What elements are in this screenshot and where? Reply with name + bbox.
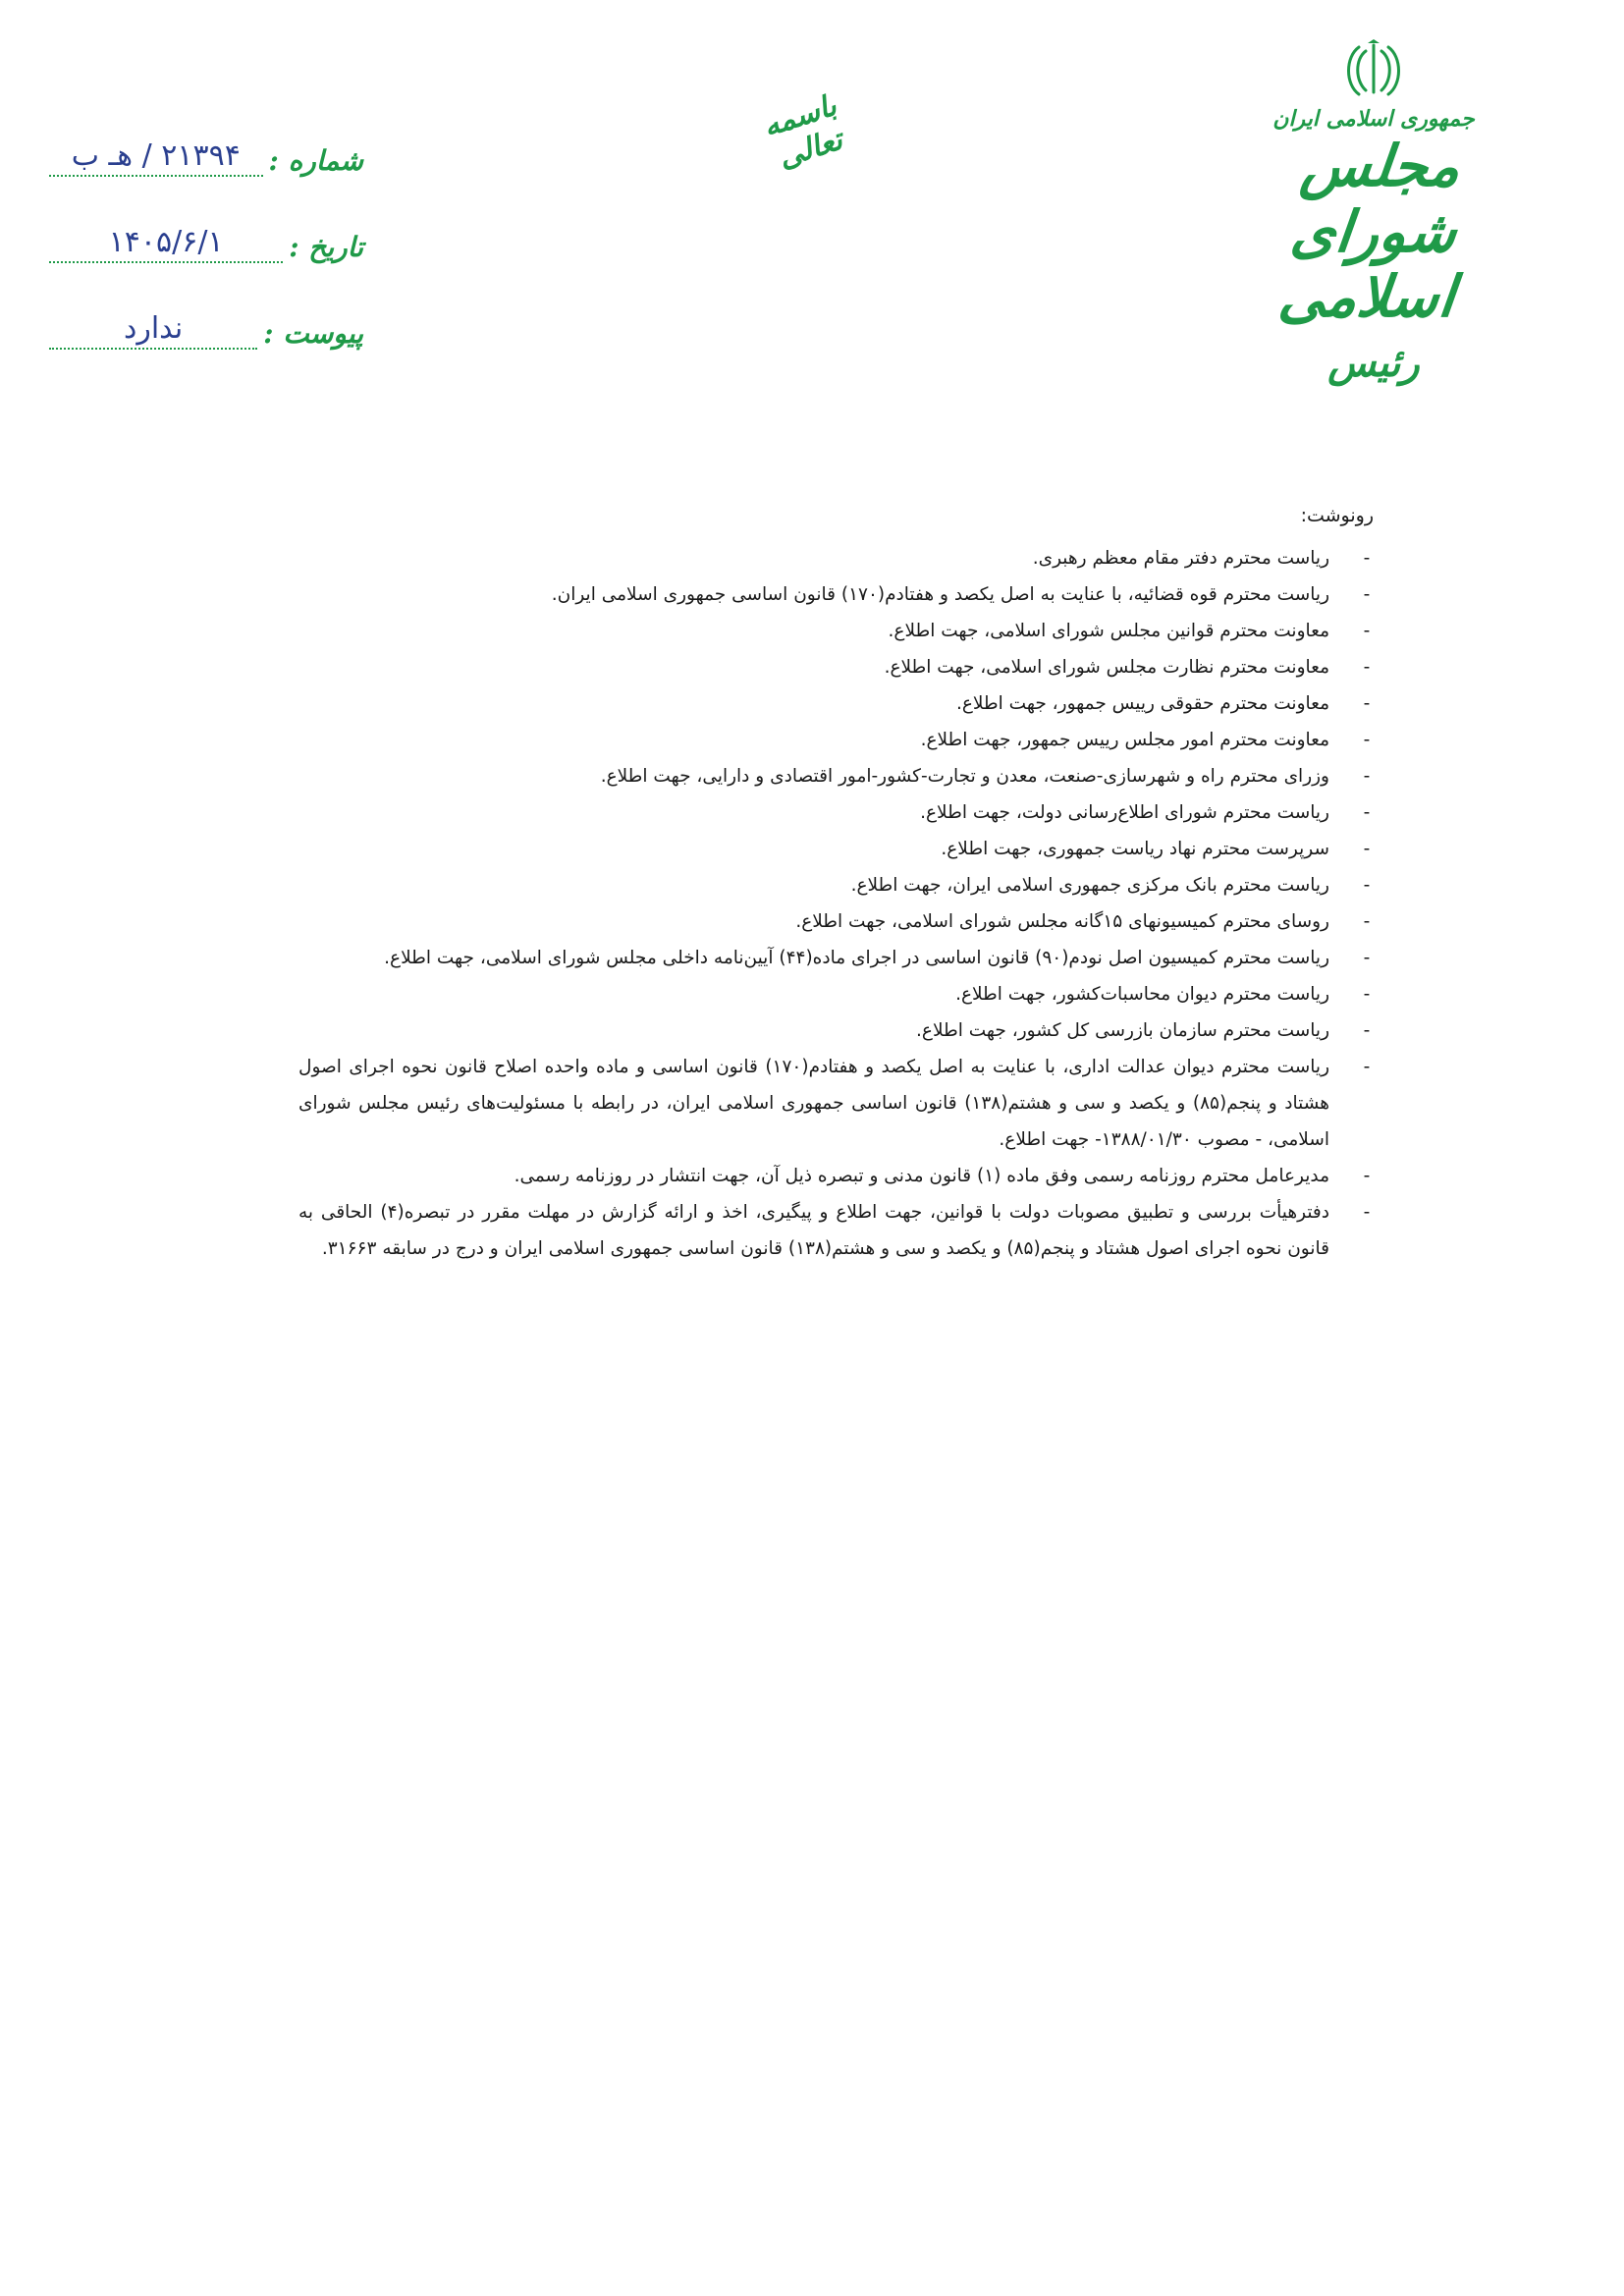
cc-item-text: ریاست محترم قوه قضائیه، با عنایت به اصل یکصد و هفتادم(۱۷۰) قانون اساسی جمهوری اسلامی ایران. (551, 584, 1329, 605)
cc-item-text: معاونت محترم نظارت مجلس شورای اسلامی، جهت اطلاع. (884, 657, 1329, 678)
parliament-title: مجلس شورای اسلامی (1275, 133, 1464, 331)
cc-item: - ریاست محترم شورای اطلاع‌رسانی دولت، جهت اطلاع. (920, 802, 1371, 823)
letterhead (1212, 39, 1536, 386)
cc-item: - معاونت محترم امور مجلس رییس جمهور، جهت اطلاع. (920, 730, 1371, 750)
cc-item: - ریاست محترم بانک مرکزی جمهوری اسلامی ایران، جهت اطلاع. (850, 875, 1371, 896)
cc-item: - ریاست محترم سازمان بازرسی کل کشور، جهت اطلاع. (916, 1020, 1371, 1041)
date-value: ۱۴۰۵/۶/۱ (108, 225, 224, 259)
cc-item: - معاونت محترم قوانین مجلس شورای اسلامی، جهت اطلاع. (888, 621, 1371, 641)
cc-title: رونوشت: (1300, 505, 1374, 526)
number-field (49, 116, 363, 177)
attachment-label: پیوست : (263, 317, 363, 350)
cc-item-text: وزرای محترم راه و شهرسازی-صنعت، معدن و تجارت-کشور-امور اقتصادی و دارایی، جهت اطلاع. (600, 766, 1329, 787)
cc-item-text: معاونت محترم حقوقی رییس جمهور، جهت اطلاع. (955, 693, 1329, 714)
cc-item-text: سرپرست محترم نهاد ریاست جمهوری، جهت اطلاع. (941, 839, 1329, 859)
cc-item: - دفترهیأت بررسی و تطبیق مصوبات دولت با قوانین، جهت اطلاع و پیگیری، اخذ و ارائه گزارش در مهلت مقرر در تبصره(۴) الحاقی به قانون نحوه اجرای اصول هشتاد و پنجم(۸۵) و یکصد و سی و هشتم(۱۳۸) قانون اساسی جمهوری اسلامی ایران و درج در سابقه ۳۱۶۶۳. (298, 1202, 1371, 1259)
cc-item-text: دفترهیأت بررسی و تطبیق مصوبات دولت با قوانین، جهت اطلاع و پیگیری، اخذ و ارائه گزارش در مهلت مقرر در تبصره(۴) الحاقی به قانون نحوه اجرای اصول هشتاد و پنجم(۸۵) و یکصد و سی و هشتم(۱۳۸) قانون اساسی جمهوری اسلامی ایران و درج در سابقه ۳۱۶۶۳. (298, 1202, 1329, 1259)
cc-item: - وزرای محترم راه و شهرسازی-صنعت، معدن و تجارت-کشور-امور اقتصادی و دارایی، جهت اطلاع. (600, 766, 1371, 787)
number-value-line (49, 130, 263, 177)
attachment-field (49, 289, 363, 350)
cc-item: - معاونت محترم نظارت مجلس شورای اسلامی، جهت اطلاع. (884, 657, 1371, 678)
number-label: شماره : (268, 144, 363, 177)
date-field (49, 202, 363, 263)
cc-item: - معاونت محترم حقوقی رییس جمهور، جهت اطلاع. (955, 693, 1371, 714)
cc-item-text: مدیرعامل محترم روزنامه رسمی وفق ماده (۱) قانون مدنی و تبصره ذیل آن، جهت انتشار در روزنامه رسمی. (514, 1166, 1329, 1186)
cc-item-text: ریاست محترم دفتر مقام معظم رهبری. (1032, 548, 1329, 569)
cc-item-text: ریاست محترم دیوان محاسبات‌کشور، جهت اطلاع. (955, 984, 1329, 1005)
cc-item-text: ریاست محترم دیوان عدالت اداری، با عنایت به اصل یکصد و هفتادم(۱۷۰) قانون اساسی و ماده واحده اصلاح قانون نحوه اجرای اصول هشتاد و پنجم(۸۵) و یکصد و سی و هشتم(۱۳۸) قانون اساسی جمهوری اسلامی ایران، در رابطه با مسئولیت‌های رئیس مجلس شورای اسلامی، - مصوب ۱۳۸۸/۰۱/۳۰- جهت اطلاع. (298, 1057, 1330, 1150)
cc-item: - ریاست محترم دیوان محاسبات‌کشور، جهت اطلاع. (955, 984, 1371, 1005)
cc-item: - روسای محترم کمیسیونهای ۱۵گانه مجلس شورای اسلامی، جهت اطلاع. (795, 911, 1371, 932)
speaker-title: رئیس (1327, 340, 1420, 387)
cc-item: - سرپرست محترم نهاد ریاست جمهوری، جهت اطلاع. (941, 839, 1371, 859)
republic-title: جمهوری اسلامی ایران (1272, 106, 1475, 132)
cc-item-text: معاونت محترم قوانین مجلس شورای اسلامی، جهت اطلاع. (888, 621, 1329, 641)
cc-item: - ریاست محترم دفتر مقام معظم رهبری. (1032, 548, 1371, 569)
number-value: ۲۱۳۹۴ / هـ ب (71, 138, 241, 173)
cc-item-text: ریاست محترم شورای اطلاع‌رسانی دولت، جهت اطلاع. (920, 802, 1329, 823)
cc-item-text: ریاست محترم بانک مرکزی جمهوری اسلامی ایران، جهت اطلاع. (850, 875, 1329, 896)
invocation-text: باسمه تعالی (759, 87, 847, 176)
date-value-line (49, 216, 283, 263)
cc-item-text: ریاست محترم سازمان بازرسی کل کشور، جهت اطلاع. (916, 1020, 1329, 1041)
attachment-value: ندارد (123, 311, 184, 346)
date-label: تاریخ : (289, 231, 363, 263)
attachment-value-line (49, 302, 257, 350)
cc-item: - ریاست محترم قوه قضائیه، با عنایت به اصل یکصد و هفتادم(۱۷۰) قانون اساسی جمهوری اسلامی ایران. (551, 584, 1371, 605)
cc-item-text: معاونت محترم امور مجلس رییس جمهور، جهت اطلاع. (920, 730, 1329, 750)
cc-item: - مدیرعامل محترم روزنامه رسمی وفق ماده (۱) قانون مدنی و تبصره ذیل آن، جهت انتشار در روزنامه رسمی. (514, 1166, 1371, 1186)
cc-list (298, 540, 1371, 1267)
letter-meta (49, 116, 363, 375)
cc-item: - ریاست محترم دیوان عدالت اداری، با عنایت به اصل یکصد و هفتادم(۱۷۰) قانون اساسی و ماده واحده اصلاح قانون نحوه اجرای اصول هشتاد و پنجم(۸۵) و یکصد و سی و هشتم(۱۳۸) قانون اساسی جمهوری اسلامی ایران، در رابطه با مسئولیت‌های رئیس مجلس شورای اسلامی، - مصوب ۱۳۸۸/۰۱/۳۰- جهت اطلاع. (298, 1057, 1371, 1150)
cc-item-text: روسای محترم کمیسیونهای ۱۵گانه مجلس شورای اسلامی، جهت اطلاع. (795, 911, 1329, 932)
iran-emblem-icon (1339, 39, 1408, 98)
cc-item: - ریاست محترم کمیسیون اصل نودم(۹۰) قانون اساسی در اجرای ماده(۴۴) آیین‌نامه داخلی مجلس شورای اسلامی، جهت اطلاع. (384, 948, 1371, 968)
cc-item-text: ریاست محترم کمیسیون اصل نودم(۹۰) قانون اساسی در اجرای ماده(۴۴) آیین‌نامه داخلی مجلس شورای اسلامی، جهت اطلاع. (384, 948, 1329, 968)
